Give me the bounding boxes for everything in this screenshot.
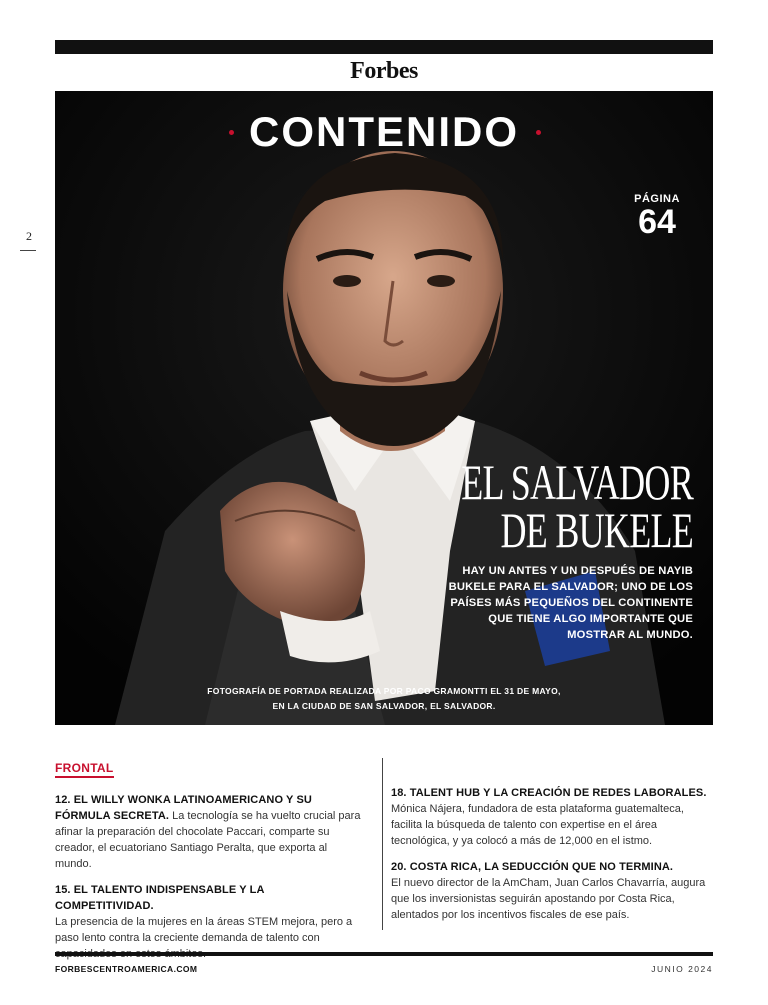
contents-entry[interactable] <box>391 785 716 849</box>
entry-headline: 15. EL TALENTO INDISPENSABLE Y LA COMPETITIVIDAD. <box>55 884 265 912</box>
contents-title: CONTENIDO <box>249 108 519 155</box>
footer-site[interactable]: FORBESCENTROAMERICA.COM <box>55 964 198 974</box>
cover-title-line2: DE BUKELE <box>500 502 693 558</box>
bottom-rule <box>55 952 713 956</box>
contents-column-left <box>55 792 365 972</box>
entry-headline: 20. COSTA RICA, LA SEDUCCIÓN QUE NO TERMINA. <box>391 861 674 873</box>
page-number: 2 <box>26 229 32 243</box>
contents-entry[interactable] <box>55 792 365 872</box>
contents-column-right <box>391 785 716 933</box>
entry-summary: La presencia de la mujeres en la áreas STEM mejora, pero a paso lento contra la creciente demanda de talento con <box>55 916 353 944</box>
page-ref-number[interactable]: 64 <box>638 203 676 241</box>
page-number-rule <box>20 250 36 251</box>
title-dot-right <box>536 130 541 135</box>
cover-story-title[interactable] <box>391 454 693 558</box>
footer-date: JUNIO 2024 <box>651 964 713 974</box>
photo-credit <box>55 684 713 714</box>
entry-summary: El nuevo director de la AmCham, Juan Carlos Chavarría, augura que los inversionistas seguirán apostando por Costa Rica, alentados por los incentivos fiscales de ese país. <box>391 877 706 921</box>
contents-entry[interactable] <box>55 882 365 962</box>
forbes-logo[interactable]: Forbes <box>350 58 418 84</box>
contents-entry[interactable] <box>391 859 716 923</box>
top-rule <box>55 40 713 54</box>
page-ref-label: PÁGINA <box>634 193 680 205</box>
column-divider <box>382 758 383 930</box>
section-label[interactable]: FRONTAL <box>55 761 114 778</box>
entry-summary: La tecnología se ha vuelto crucial para afinar la preparación del chocolate Paccari, comparte su creador, el ecuatoriano Santiago Peralta, que exporta al mundo. <box>55 810 361 870</box>
entry-summary: Mónica Nájera, fundadora de esta plataforma guatemalteca, facilita la búsqueda de talento con expertise en el área tecnológica, y ya colocó a más de 12,000 en el istmo. <box>391 803 684 847</box>
entry-headline: 18. TALENT HUB Y LA CREACIÓN DE REDES LABORALES. <box>391 787 707 799</box>
photo-credit-line2: EN LA CIUDAD DE SAN SALVADOR, EL SALVADOR. <box>272 701 496 711</box>
cover-title-line1: EL SALVADOR <box>461 454 693 510</box>
entry-headline: 12. EL WILLY WONKA LATINOAMERICANO Y SU FÓRMULA SECRETA. <box>55 794 312 822</box>
photo-credit-line1: FOTOGRAFÍA DE PORTADA REALIZADA POR PACO GRAMONTTI EL 31 DE MAYO, <box>207 686 561 696</box>
cover-story-deck: HAY UN ANTES Y UN DESPUÉS DE NAYIB BUKELE PARA EL SALVADOR; UNO DE LOS PAÍSES MÁS PEQUEÑOS DEL CONTINENTE QUE TIENE ALGO IMPORTANTE QUE MOSTRAR AL MUNDO. <box>448 565 693 641</box>
